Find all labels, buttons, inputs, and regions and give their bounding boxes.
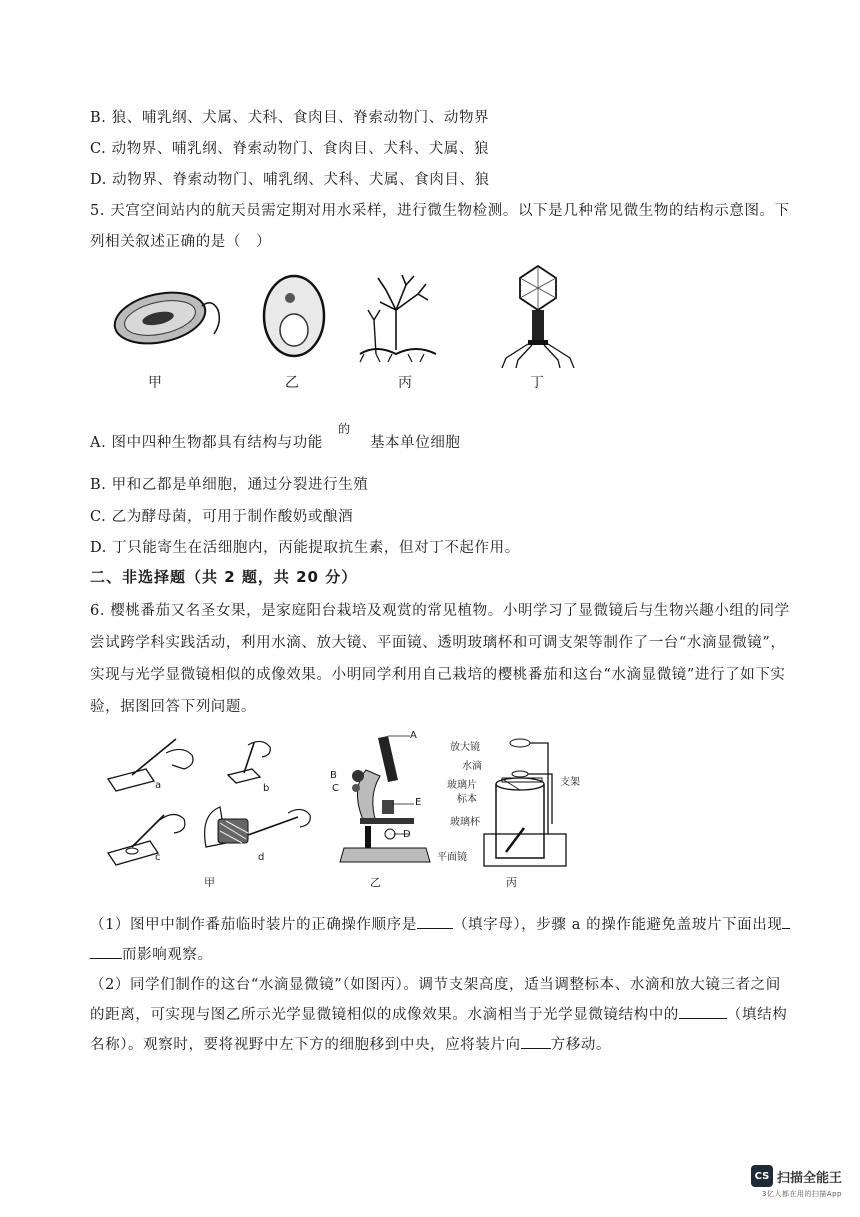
q5-option-b: B. 甲和乙都是单细胞，通过分裂进行生殖 [90, 477, 369, 493]
step-label-c: c [155, 852, 161, 863]
q4-option-d: D. 动物界、脊索动物门、哺乳纲、犬科、犬属、食肉目、狼 [90, 172, 490, 188]
fig-label-yi: 乙 [285, 375, 299, 391]
answer-blank-direction[interactable] [521, 1035, 551, 1049]
q6-sub1-part2: （填字母），步骤 a 的操作能避免盖玻片下面出现 [452, 917, 783, 933]
q5-option-c: C. 乙为酵母菌，可用于制作酸奶或酿酒 [90, 509, 354, 525]
q4-option-b: B. 狼、哺乳纲、犬属、犬科、食肉目、脊索动物门、动物界 [90, 110, 490, 126]
slide-steps-figure [102, 735, 322, 875]
q5-option-a-part2: 基本单位细胞 [369, 435, 461, 451]
q6-para-line2: 尝试跨学科实践活动，利用水滴、放大镜、平面镜、透明玻璃杯和可调支架等制作了一台“水滴显微镜”， [90, 635, 786, 651]
q6-sub2-line2-end: （填结构 [726, 1007, 788, 1023]
fig-label-jia-2: 甲 [204, 876, 215, 889]
wdm-label-magnifier: 放大镜 [450, 742, 480, 753]
q6-sub2-line2 [90, 1003, 787, 1024]
wdm-label-mirror: 平面镜 [437, 852, 467, 863]
q6-sub2-line3-part2: 方移动。 [550, 1037, 612, 1053]
q6-sub1-line2 [90, 943, 213, 964]
step-a-drawing [108, 739, 193, 791]
q6-sub2-line3 [90, 1033, 611, 1054]
bacterium-figure [110, 268, 230, 358]
scanner-brand-sub: 3亿人都在用的扫描App [761, 1190, 842, 1198]
q5-option-a-raised: 的 [338, 422, 351, 436]
q6-sub1-line1 [90, 913, 790, 934]
step-b-drawing [228, 741, 270, 783]
section-2-title: 二、非选择题（共 2 题，共 20 分） [90, 568, 358, 586]
q6-sub1-part3: 而影响观察。 [122, 947, 213, 963]
wdm-label-stand: 支架 [560, 777, 580, 788]
scanner-watermark [751, 1165, 842, 1199]
q6-sub2-line1: （2）同学们制作的这台“水滴显微镜”（如图丙）。调节支架高度，适当调整标本、水滴和放大镜三者之间 [90, 977, 781, 993]
q6-para-line4: 验，据图回答下列问题。 [90, 699, 257, 715]
fig-label-jia: 甲 [148, 375, 162, 391]
microscope-part-c: C [332, 783, 339, 794]
fig-label-yi-2: 乙 [370, 876, 381, 889]
yeast-figure [260, 272, 330, 362]
wdm-label-specimen: 标本 [457, 794, 477, 805]
q6-sub1-part1: （1）图甲中制作番茄临时装片的正确操作顺序是 [90, 917, 417, 933]
answer-blank-order[interactable] [417, 915, 453, 929]
scanner-logo: CS [751, 1165, 773, 1187]
microscope-part-e: E [415, 797, 422, 808]
wdm-label-water-drop: 水滴 [462, 761, 482, 772]
q6-sub2-line3-part1: 名称）。观察时，要将视野中左下方的细胞移到中央，应将装片向 [90, 1037, 521, 1053]
q5-stem-line2: 列相关叙述正确的是（ ） [90, 234, 272, 250]
answer-blank-structure[interactable] [679, 1005, 727, 1019]
q5-stem-line1: 5. 天宫空间站内的航天员需定期对用水采样，进行微生物检测。以下是几种常见微生物的结构示意图。下 [90, 203, 790, 219]
answer-blank-bubbles[interactable] [90, 945, 122, 959]
answer-blank-bubbles-start[interactable] [782, 915, 790, 929]
q6-sub2-line2-text: 的距离，可实现与图乙所示光学显微镜相似的成像效果。水滴相当于光学显微镜结构中的 [90, 1007, 679, 1023]
microscope-figure [330, 730, 440, 868]
q4-option-c: C. 动物界、哺乳纲、脊索动物门、食肉目、犬科、犬属、狼 [90, 141, 490, 157]
step-label-a: a [155, 780, 162, 791]
fig-label-ding: 丁 [530, 375, 544, 391]
wdm-label-glass-cup: 玻璃杯 [450, 817, 480, 828]
q5-option-a [90, 422, 461, 452]
water-drop-microscope-figure [480, 734, 580, 874]
step-label-d: d [258, 852, 265, 863]
bacteriophage-figure [498, 262, 578, 370]
q6-para-line1: 6. 樱桃番茄又名圣女果，是家庭阳台栽培及观赏的常见植物。小明学习了显微镜后与生物兴趣小组的同学 [90, 603, 790, 619]
microscope-part-d: D [403, 829, 411, 840]
step-label-b: b [263, 783, 270, 794]
mold-figure [356, 270, 446, 365]
microscope-part-b: B [330, 770, 337, 781]
microscope-part-a: A [410, 730, 417, 741]
wdm-label-glass-slide: 玻璃片 [447, 780, 477, 791]
step-c-drawing [108, 814, 185, 865]
q6-para-line3: 实现与光学显微镜相似的成像效果。小明同学利用自己栽培的樱桃番茄和这台“水滴显微镜”进行了如下实 [90, 667, 786, 683]
q5-option-d: D. 丁只能寄生在活细胞内，丙能提取抗生素，但对丁不起作用。 [90, 540, 520, 556]
q5-option-a-part1: A. 图中四种生物都具有结构与功能 [90, 435, 323, 451]
scanner-brand-name: 扫描全能王 [776, 1170, 842, 1186]
fig-label-bing-2: 丙 [506, 876, 517, 889]
step-d-drawing [205, 807, 311, 847]
fig-label-bing: 丙 [398, 375, 412, 391]
